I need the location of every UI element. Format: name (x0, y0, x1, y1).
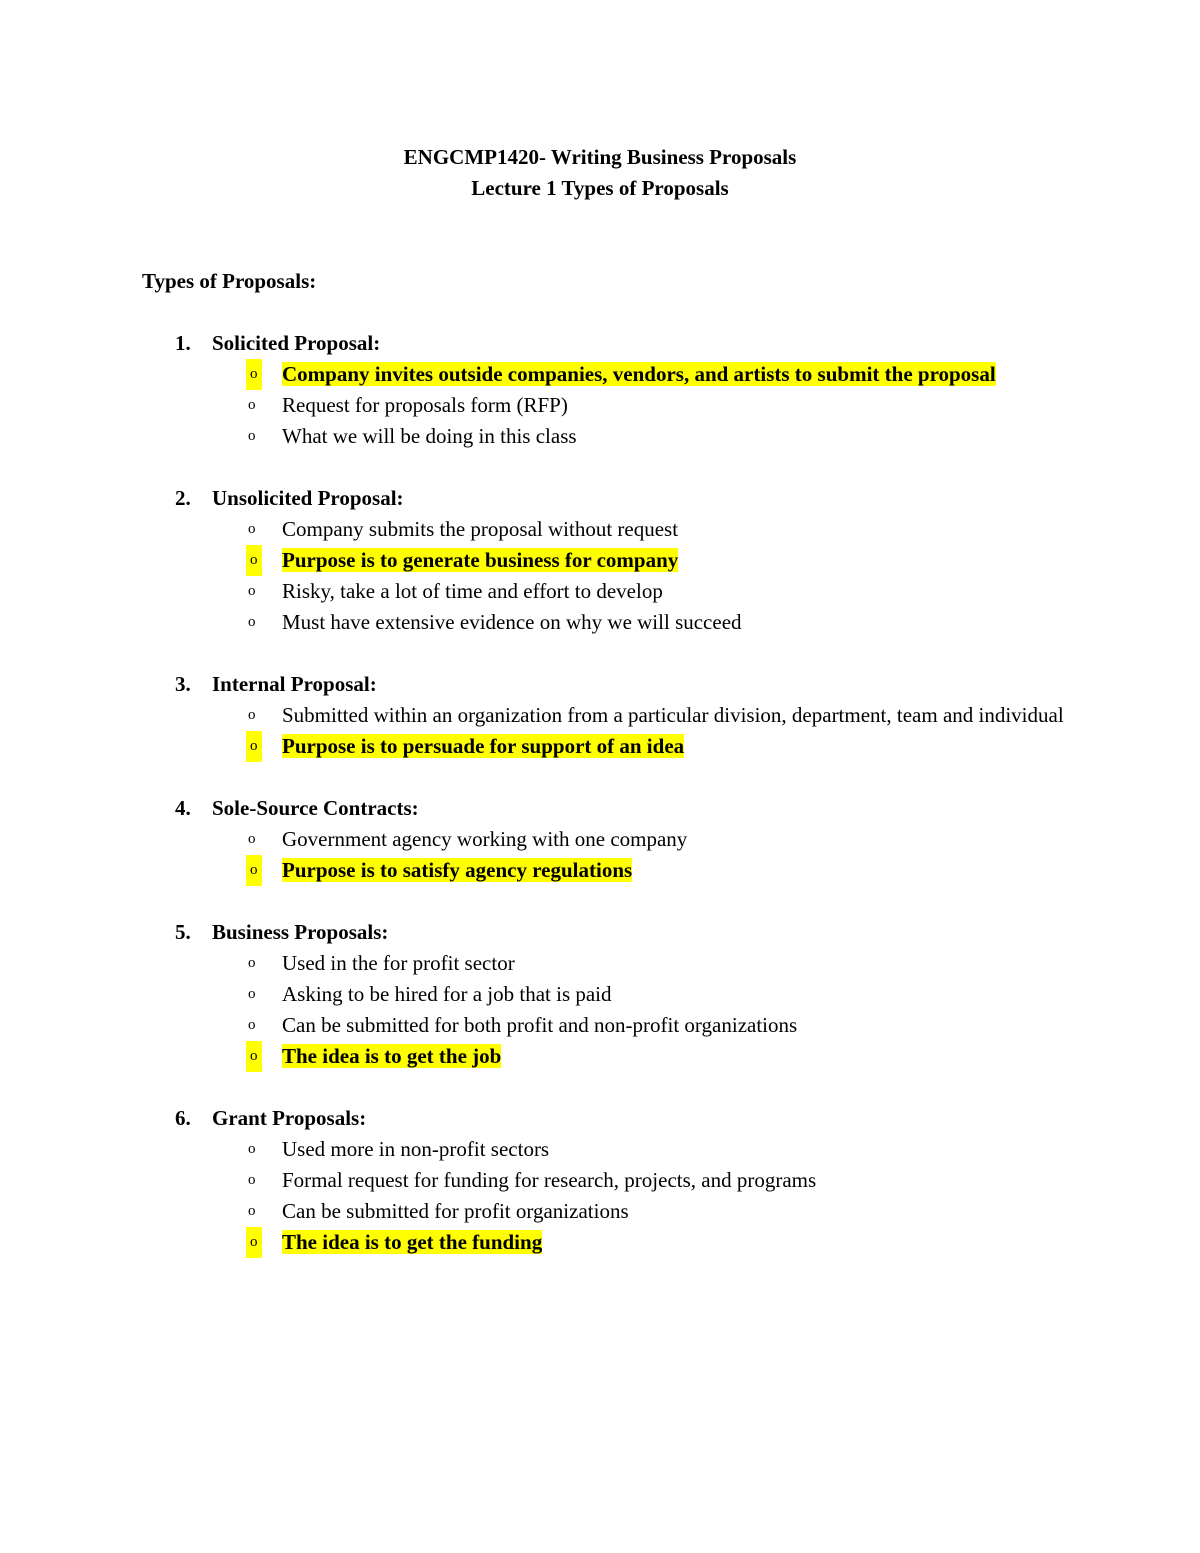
bullet-text: Request for proposals form (RFP) (282, 393, 568, 417)
circle-bullet-icon: o (246, 545, 262, 576)
bullet-text: Must have extensive evidence on why we will succeed (282, 610, 742, 634)
item-label: Sole-Source Contracts: (212, 796, 419, 820)
bullet-text: Submitted within an organization from a particular division, department, team and individual (282, 703, 1064, 727)
circle-bullet-icon: o (248, 583, 256, 599)
circle-bullet-icon: o (248, 831, 256, 847)
proposal-type-item (0, 917, 1200, 1072)
circle-bullet-icon: o (246, 855, 262, 886)
bullet-text: Purpose is to satisfy agency regulations (282, 858, 633, 882)
bullet-point (0, 979, 1082, 1010)
item-number: 6. (175, 1106, 191, 1130)
circle-bullet-icon: o (246, 1227, 262, 1258)
bullet-text: Used more in non-profit sectors (282, 1137, 550, 1161)
item-number: 2. (175, 486, 191, 510)
circle-bullet-icon: o (248, 1203, 256, 1219)
bullet-text: Can be submitted for profit organizations (282, 1199, 629, 1223)
bullet-text: Company invites outside companies, vendors, and artists to submit the proposal (282, 362, 996, 386)
bullet-text: Purpose is to persuade for support of an idea (282, 734, 685, 758)
bullet-text: What we will be doing in this class (282, 424, 577, 448)
bullet-point (0, 824, 1082, 855)
bullet-point (0, 514, 1082, 545)
bullet-text: The idea is to get the job (282, 1044, 502, 1068)
bullet-text: Asking to be hired for a job that is paid (282, 982, 612, 1006)
bullet-text: Can be submitted for both profit and non-profit organizations (282, 1013, 798, 1037)
item-number: 5. (175, 920, 191, 944)
proposal-type-heading (0, 917, 1200, 948)
bullet-text: Formal request for funding for research, projects, and programs (282, 1168, 817, 1192)
proposal-type-item (0, 483, 1200, 638)
bullet-point (0, 1010, 1082, 1041)
item-number: 4. (175, 796, 191, 820)
item-label: Grant Proposals: (212, 1106, 367, 1130)
course-title: ENGCMP1420- Writing Business Proposals (403, 145, 797, 169)
proposal-types-list (0, 328, 1200, 1289)
item-label: Business Proposals: (212, 920, 389, 944)
bullet-text: Government agency working with one company (282, 827, 688, 851)
circle-bullet-icon: o (246, 359, 262, 390)
bullet-point (0, 390, 1082, 421)
circle-bullet-icon: o (248, 614, 256, 630)
item-label: Unsolicited Proposal: (212, 486, 404, 510)
circle-bullet-icon: o (248, 707, 256, 723)
circle-bullet-icon: o (248, 397, 256, 413)
section-heading: Types of Proposals: (142, 269, 317, 293)
circle-bullet-icon: o (248, 428, 256, 444)
bullet-point (0, 576, 1082, 607)
bullet-point (0, 421, 1082, 452)
item-number: 1. (175, 331, 191, 355)
circle-bullet-icon: o (248, 1017, 256, 1033)
proposal-type-heading (0, 483, 1200, 514)
circle-bullet-icon: o (248, 986, 256, 1002)
proposal-type-item (0, 328, 1200, 452)
highlighted-bullet (0, 855, 1082, 886)
bullet-text: The idea is to get the funding (282, 1230, 543, 1254)
highlighted-bullet (0, 1227, 1082, 1258)
highlighted-bullet (0, 359, 1082, 390)
circle-bullet-icon: o (248, 955, 256, 971)
circle-bullet-icon: o (248, 1172, 256, 1188)
proposal-type-heading (0, 328, 1200, 359)
bullet-point (0, 1165, 1082, 1196)
highlighted-bullet (0, 1041, 1082, 1072)
item-label: Solicited Proposal: (212, 331, 381, 355)
highlighted-bullet (0, 545, 1082, 576)
circle-bullet-icon: o (248, 1141, 256, 1157)
proposal-type-item (0, 669, 1200, 762)
proposal-type-heading (0, 669, 1200, 700)
item-number: 3. (175, 672, 191, 696)
proposal-type-heading (0, 793, 1200, 824)
bullet-text: Purpose is to generate business for company (282, 548, 679, 572)
bullet-point (0, 607, 1082, 638)
item-label: Internal Proposal: (212, 672, 377, 696)
document-title (0, 142, 1200, 204)
bullet-text: Used in the for profit sector (282, 951, 515, 975)
bullet-point (0, 948, 1082, 979)
circle-bullet-icon: o (248, 521, 256, 537)
proposal-type-heading (0, 1103, 1200, 1134)
bullet-point (0, 700, 1082, 731)
bullet-point (0, 1196, 1082, 1227)
bullet-text: Company submits the proposal without request (282, 517, 679, 541)
circle-bullet-icon: o (246, 1041, 262, 1072)
highlighted-bullet (0, 731, 1082, 762)
proposal-type-item (0, 793, 1200, 886)
lecture-title: Lecture 1 Types of Proposals (471, 176, 729, 200)
circle-bullet-icon: o (246, 731, 262, 762)
bullet-text: Risky, take a lot of time and effort to develop (282, 579, 663, 603)
bullet-point (0, 1134, 1082, 1165)
proposal-type-item (0, 1103, 1200, 1258)
